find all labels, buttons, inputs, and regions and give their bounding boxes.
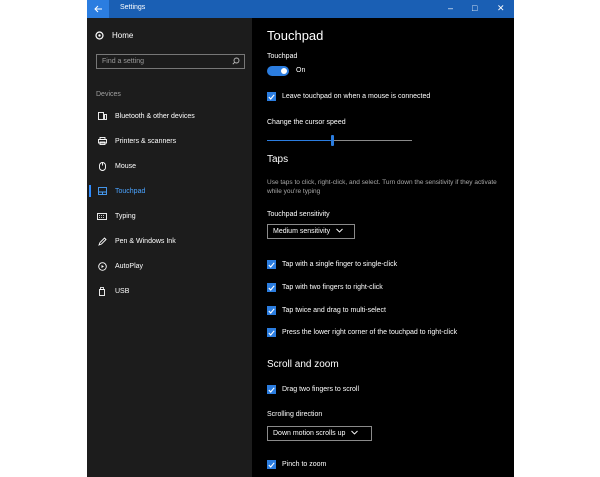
pinch-zoom-checkbox[interactable] [267,460,326,469]
usb-icon [97,287,107,296]
taps-heading: Taps [267,154,289,165]
sidebar-item-label: Bluetooth & other devices [115,112,195,120]
toggle-knob [281,68,287,74]
checkbox-label: Tap twice and drag to multi-select [282,307,386,314]
back-button[interactable] [87,0,109,18]
sidebar-item-bluetooth[interactable] [87,106,252,126]
search-placeholder: Find a setting [102,58,145,65]
sidebar-item-mouse[interactable] [87,156,252,176]
search-icon [232,57,240,65]
back-arrow-icon [94,5,103,13]
autoplay-icon [97,262,107,271]
checkbox-label: Pinch to zoom [282,461,327,468]
sidebar-item-label: Printers & scanners [115,137,177,145]
checkbox-label: Press the lower right corner of the touchpad to right-click [282,329,458,336]
scroll-zoom-heading: Scroll and zoom [267,359,339,370]
sidebar-item-autoplay[interactable] [87,256,252,276]
checkbox-label: Tap with a single finger to single-click [282,261,398,268]
sidebar [87,18,252,477]
sensitivity-label: Touchpad sensitivity [267,211,330,218]
scroll-direction-dropdown[interactable] [267,426,372,441]
dropdown-value: Medium sensitivity [273,228,331,235]
title-bar [87,0,514,18]
group-label-devices: Devices [96,91,121,98]
gear-icon [95,31,104,40]
checkmark-icon [267,260,276,269]
checkbox-label: Leave touchpad on when a mouse is connected [282,93,431,100]
keyboard-icon [97,213,107,220]
checkbox-label: Drag two fingers to scroll [282,386,360,393]
chevron-down-icon [351,430,358,435]
cursor-speed-slider[interactable] [267,135,412,147]
sidebar-item-label: Touchpad [115,187,146,195]
checkbox-label: Tap with two fingers to right-click [282,284,383,291]
home-label: Home [112,31,134,40]
dropdown-value: Down motion scrolls up [273,430,346,437]
checkmark-icon [267,92,276,101]
corner-right-click-checkbox[interactable] [267,328,457,337]
sidebar-item-label: Typing [115,212,136,220]
sidebar-item-label: Mouse [115,162,137,170]
taps-description: Use taps to click, right-click, and select. Turn down the sensitivity if they activate while you're typing [267,179,497,195]
bluetooth-devices-icon [97,112,107,120]
sidebar-item-usb[interactable] [87,281,252,301]
drag-scroll-checkbox[interactable] [267,385,359,394]
mouse-icon [97,162,107,171]
sidebar-item-typing[interactable] [87,206,252,226]
sensitivity-dropdown[interactable] [267,224,355,239]
cursor-speed-label: Change the cursor speed [267,119,346,126]
search-input[interactable] [96,54,245,69]
touchpad-icon [97,187,107,195]
sidebar-item-printers[interactable] [87,131,252,151]
window-title: Settings [120,4,146,11]
toggle-state-text: On [296,67,306,74]
checkmark-icon [267,283,276,292]
selection-indicator [89,185,91,197]
sidebar-item-pen[interactable] [87,231,252,251]
sidebar-item-touchpad[interactable] [87,181,252,201]
touchpad-settings-panel [252,18,514,477]
sidebar-item-label: Pen & Windows Ink [115,237,176,245]
printer-icon [97,137,107,145]
touchpad-toggle-label: Touchpad [267,53,298,60]
home-nav-item[interactable] [95,31,133,40]
sidebar-item-label: AutoPlay [115,262,144,270]
slider-fill [267,140,332,141]
sidebar-item-label: USB [115,287,130,295]
checkmark-icon [267,306,276,315]
pen-icon [97,237,107,246]
touchpad-toggle[interactable] [267,66,289,76]
scroll-direction-label: Scrolling direction [267,411,323,418]
close-button[interactable]: ✕ [497,3,505,13]
checkmark-icon [267,385,276,394]
page-title: Touchpad [267,28,324,43]
slider-thumb[interactable] [331,135,334,146]
tap-drag-select-checkbox[interactable] [267,306,386,315]
minimize-button[interactable]: – [448,3,454,13]
chevron-down-icon [336,228,343,233]
leave-touchpad-on-checkbox[interactable] [267,92,430,101]
checkmark-icon [267,328,276,337]
maximize-button[interactable]: □ [472,3,478,13]
tap-right-click-checkbox[interactable] [267,283,383,292]
checkmark-icon [267,460,276,469]
settings-window [87,0,514,477]
tap-single-click-checkbox[interactable] [267,260,397,269]
